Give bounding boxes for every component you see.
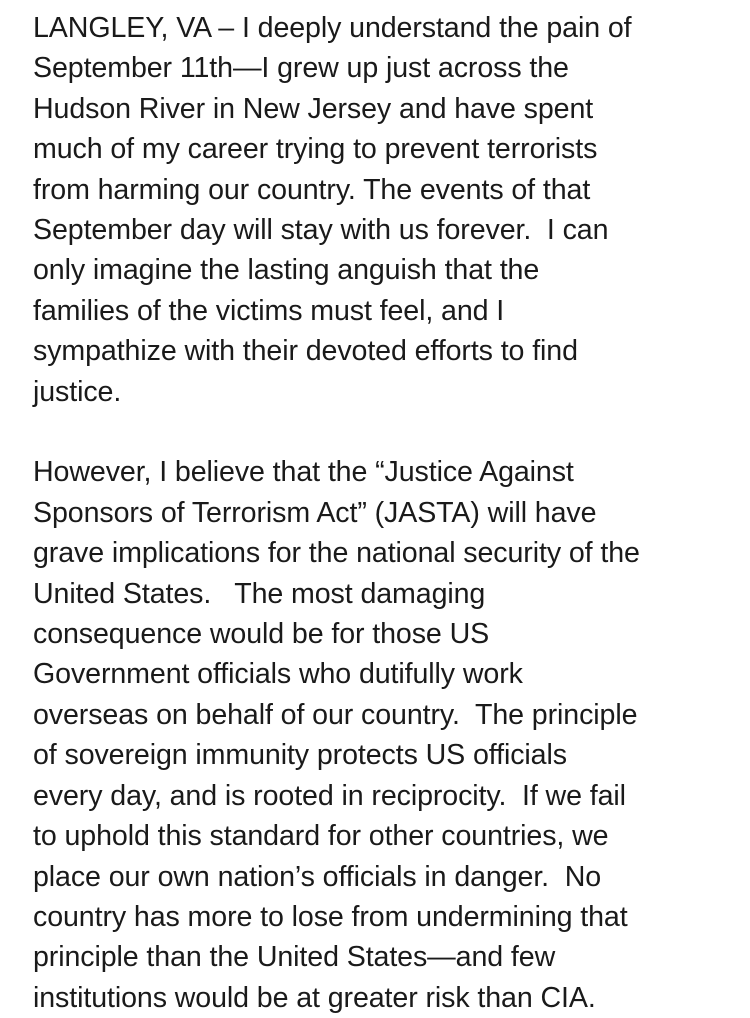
paragraph-2 — [33, 452, 733, 1018]
text-line: September day will stay with us forever. I can — [33, 214, 609, 247]
text-line: United States. The most damaging — [33, 577, 486, 610]
text-line: Sponsors of Terrorism Act” (JASTA) will have — [33, 496, 597, 529]
text-line: place our own nation’s officials in danger. No — [33, 860, 602, 893]
text-line: Government officials who dutifully work — [33, 658, 523, 691]
text-line: from harming our country. The events of that — [33, 173, 591, 206]
text-line: institutions would be at greater risk than CIA. — [33, 981, 596, 1014]
text-line: September 11th—I grew up just across the — [33, 52, 569, 85]
text-line: country has more to lose from undermining that — [33, 900, 628, 933]
text-line: families of the victims must feel, and I — [33, 294, 505, 327]
text-line: Hudson River in New Jersey and have spent — [33, 92, 594, 125]
paragraph-1 — [33, 8, 733, 412]
text-line: sympathize with their devoted efforts to find — [33, 335, 578, 368]
text-line: every day, and is rooted in reciprocity. If we fail — [33, 779, 626, 812]
text-line: However, I believe that the “Justice Against — [33, 456, 574, 489]
text-line: much of my career trying to prevent terrorists — [33, 133, 598, 166]
text-line: principle than the United States—and few — [33, 941, 556, 974]
text-line: of sovereign immunity protects US officials — [33, 739, 567, 772]
text-line: only imagine the lasting anguish that the — [33, 254, 540, 287]
text-line: consequence would be for those US — [33, 618, 490, 651]
text-line: to uphold this standard for other countries, we — [33, 820, 609, 853]
text-line: overseas on behalf of our country. The principle — [33, 698, 638, 731]
statement-document — [33, 8, 733, 1018]
text-line: LANGLEY, VA – I deeply understand the pain of — [33, 12, 632, 44]
text-line: grave implications for the national security of the — [33, 537, 640, 570]
text-line: justice. — [33, 375, 122, 408]
